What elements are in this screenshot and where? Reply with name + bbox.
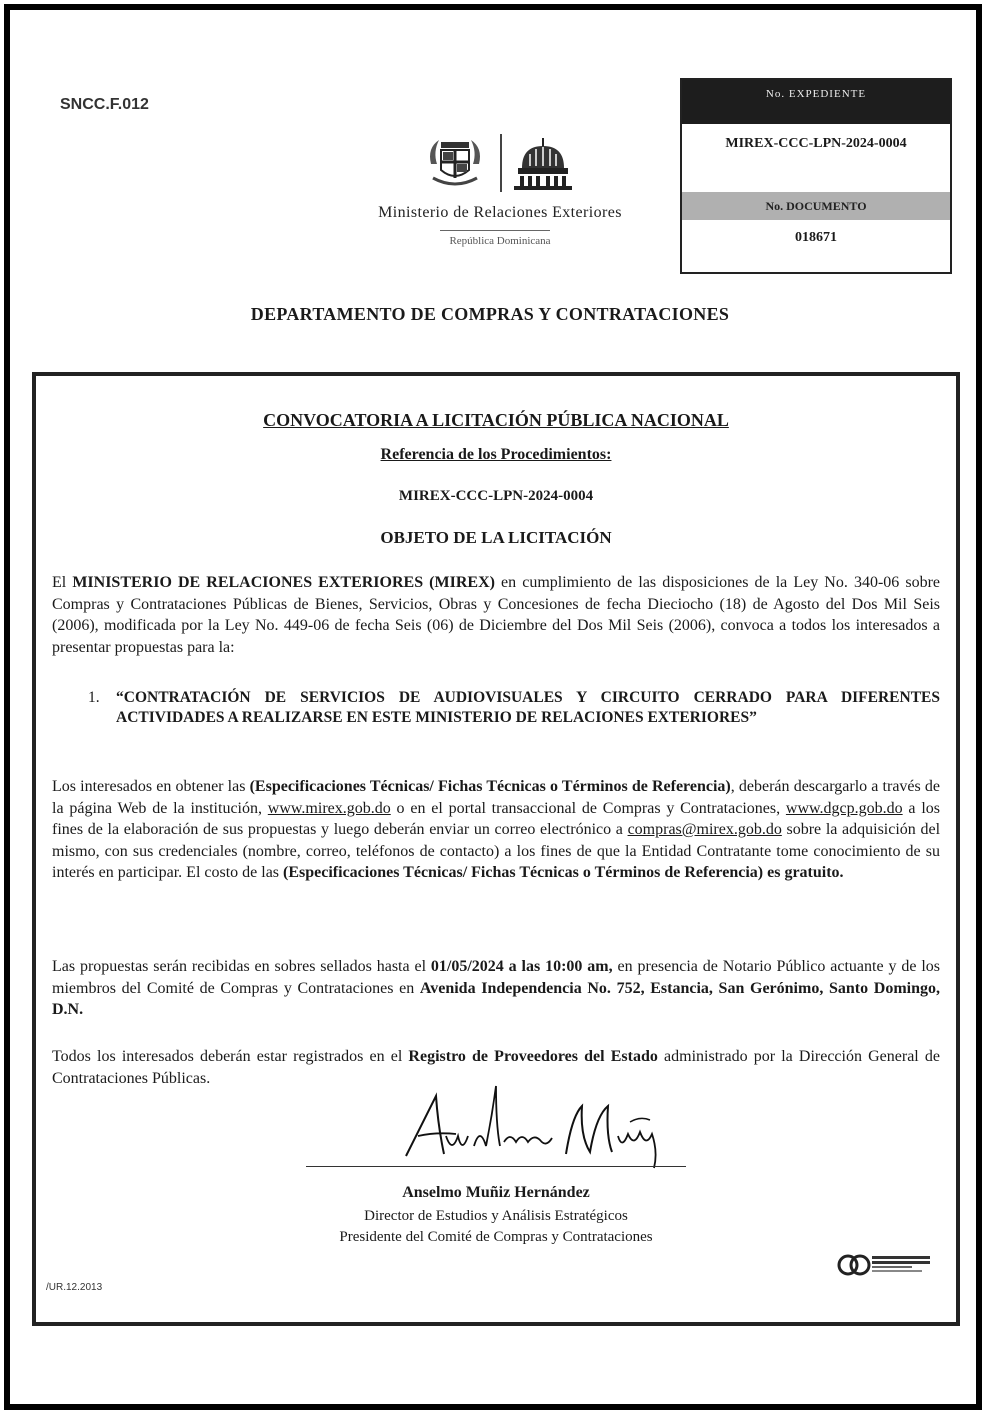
object-heading: OBJETO DE LA LICITACIÓN	[380, 528, 612, 547]
reference-value: MIREX-CCC-LPN-2024-0004	[398, 488, 594, 504]
deadline-paragraph: Las propuestas serán recibidas en sobres sellados hasta el 01/05/2024 a las 10:00 am, en presencia de Notario Público actuante y de los miembros del Comité de Compras y Contrataciones en Avenida Independencia No. 752, Estancia, San Gerónimo, Santo Domingo, D.N.	[52, 958, 940, 1018]
mirex-website-link[interactable]: www.mirex.gob.do	[267, 799, 391, 817]
documento-value: 018671	[795, 230, 837, 245]
expediente-box	[680, 78, 952, 274]
footer-code: /UR.12.2013	[46, 1282, 103, 1293]
republic-name: República Dominicana	[449, 235, 551, 247]
dgcp-website-link[interactable]: www.dgcp.gob.do	[785, 799, 903, 817]
deadline-date: 01/05/2024 a las 10:00 am,	[430, 958, 613, 975]
coat-of-arms-icon	[425, 134, 485, 190]
expediente-value: MIREX-CCC-LPN-2024-0004	[725, 136, 907, 151]
notice-title: CONVOCATORIA A LICITACIÓN PÚBLICA NACIONAL	[263, 410, 729, 430]
ministry-rule	[440, 230, 550, 231]
ministry-bold: MINISTERIO DE RELACIONES EXTERIORES (MIREX)	[72, 574, 495, 591]
registry-paragraph: Todos los interesados deberán estar registrados en el Registro de Proveedores del Estado administrado por la Dirección General de Contrataciones Públicas.	[52, 1048, 940, 1087]
signer-name: Anselmo Muñiz Hernández	[402, 1184, 590, 1201]
documento-label: No. DOCUMENTO	[682, 192, 950, 220]
item-number: 1.	[88, 689, 100, 706]
address: Avenida Independencia No. 752, Estancia, San Gerónimo, Santo Domingo, D.N.	[52, 979, 940, 1018]
form-code: SNCC.F.012	[60, 96, 149, 113]
ministry-name: Ministerio de Relaciones Exteriores	[378, 204, 622, 221]
signature-line	[306, 1166, 686, 1167]
notice-box	[32, 372, 960, 1326]
download-paragraph: Los interesados en obtener las (Especificaciones Técnicas/ Fichas Técnicas o Términos de Referencia), deberán descargarlo a través de la página Web de la institución, www.mirex.gob.do o en el portal transaccional de Compras y Contrataciones, www.dgcp.gob.do a los fines de la elaboración de sus propuestas y luego deberán enviar un correo electrónico a compras@mirex.gob.do sobre la adquisición del mismo, con sus credenciales (nombre, correo, teléfonos de contacto) a los fines de que la Entidad Contratante tome conocimiento de su interés en participar. El costo de las (Especificaciones Técnicas/ Fichas Técnicas o Términos de Referencia) es gratuito.	[52, 778, 941, 881]
intro-paragraph: El MINISTERIO DE RELACIONES EXTERIORES (MIREX) en cumplimiento de las disposiciones de la Ley No. 340-06 sobre Compras y Contrataciones Públicas de Bienes, Servicios, Obras y Concesiones de fecha Dieciocho (18) de Agosto del Dos Mil Seis (2006), modificada por la Ley No. 449-06 de fecha Seis (06) de Diciembre del Dos Mil Seis (2006), convoca a todos los interesados a presentar propuestas para la:	[52, 574, 941, 656]
compras-email-link[interactable]: compras@mirex.gob.do	[627, 821, 782, 838]
dgcp-logo-icon	[836, 1248, 936, 1282]
signer-title-2: Presidente del Comité de Compras y Contrataciones	[339, 1229, 653, 1245]
handwritten-signature	[396, 1076, 696, 1176]
logo-divider	[500, 134, 502, 192]
expediente-label: No. EXPEDIENTE	[682, 80, 950, 124]
reference-label: Referencia de los Procedimientos:	[380, 446, 612, 463]
item-text: “CONTRATACIÓN DE SERVICIOS DE AUDIOVISUALES Y CIRCUITO CERRADO PARA DIFERENTES ACTIVIDADES A REALIZARSE EN ESTE MINISTERIO DE RELACIONES EXTERIORES”	[116, 689, 940, 726]
dome-icon	[512, 138, 574, 190]
signer-title-1: Director de Estudios y Análisis Estratégicos	[364, 1208, 628, 1224]
department-heading: DEPARTAMENTO DE COMPRAS Y CONTRATACIONES	[250, 304, 730, 324]
